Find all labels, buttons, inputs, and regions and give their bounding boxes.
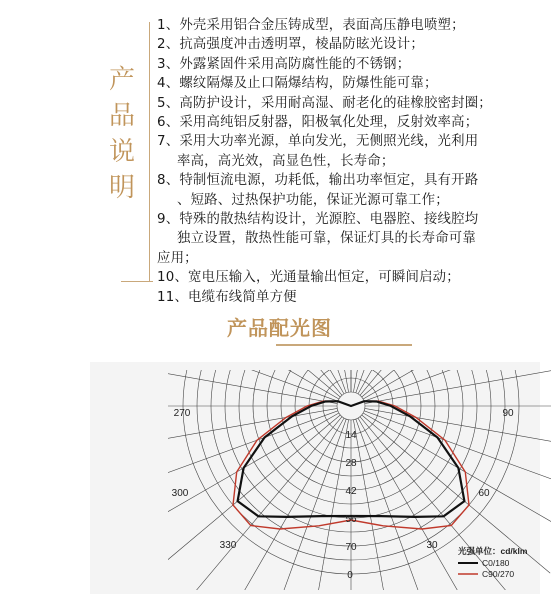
description-line [157, 113, 555, 132]
legend-title: 光强单位：cd/klm [458, 546, 528, 556]
item-number: 3、 [157, 56, 180, 72]
radial-label: 14 [345, 430, 357, 441]
item-text: 螺纹隔爆及止口隔爆结构，防爆性能可靠； [179, 76, 438, 92]
angle-label: 330 [219, 540, 237, 551]
polar-grid-spoke [262, 370, 346, 393]
polar-grid-spoke [168, 408, 337, 451]
item-number [157, 191, 177, 210]
polar-grid-spoke [365, 370, 551, 404]
item-text: 高防护设计，采用耐高湿、耐老化的硅橡胶密封圈； [179, 95, 492, 111]
item-text: 特殊的散热结构设计，光源腔、电器腔、接线腔均 [179, 212, 479, 228]
item-text: 独立设置，散热性能可靠，保证灯具的长寿命可靠 [177, 231, 476, 247]
item-number: 2、 [157, 37, 180, 53]
item-text: 抗高强度冲击透明罩，棱晶防眩光设计； [179, 37, 424, 53]
vertical-divider [149, 22, 150, 282]
side-title [104, 62, 140, 206]
polar-grid-spoke [306, 420, 349, 590]
description-line [157, 229, 555, 248]
item-number: 8、 [157, 173, 180, 189]
radial-label: 28 [345, 458, 357, 469]
description-line [157, 35, 555, 54]
item-text: 采用高纯铝反射器，阳极氧化处理，反射效率高； [179, 115, 479, 131]
description-line [157, 55, 555, 74]
radial-label: 70 [345, 542, 357, 553]
angle-label: 30 [426, 540, 438, 551]
item-text: 应用； [157, 250, 198, 266]
item-text: 外壳采用铝合金压铸成型，表面高压静电喷塑； [179, 18, 465, 33]
item-number: 1、 [157, 18, 180, 33]
polar-grid-spoke [168, 413, 339, 536]
item-number: 6、 [157, 115, 180, 131]
item-number [157, 229, 177, 248]
item-text: 采用大功率光源，单向发光，无侧照光线，光利用 [179, 134, 479, 150]
description-line [157, 210, 555, 229]
description-line [157, 94, 555, 113]
item-number: 4、 [157, 76, 180, 92]
item-number: 11、 [157, 289, 189, 305]
item-text: 宽电压输入，光通量输出恒定，可瞬间启动； [188, 270, 460, 286]
angle-label: 0 [347, 570, 353, 581]
description-line [157, 171, 555, 190]
angle-label: 60 [478, 488, 490, 499]
item-number [157, 152, 177, 171]
description-line [157, 191, 555, 210]
item-number: 5、 [157, 95, 180, 111]
item-number: 10、 [157, 270, 189, 286]
polar-grid-spoke [364, 411, 551, 495]
legend-entry: C0/180 [482, 558, 510, 568]
polar-grid-spoke [353, 420, 396, 590]
item-text: 特制恒流电源，功耗低，输出功率恒定，具有开路 [179, 173, 479, 189]
polar-grid-spoke [168, 370, 337, 404]
item-number: 7、 [157, 134, 180, 150]
item-text: 外露紧固件采用高防腐性能的不锈钢； [179, 56, 411, 72]
description-line [157, 74, 555, 93]
polar-grid-spoke [358, 418, 481, 590]
description-line [157, 268, 555, 287]
description-line [157, 16, 555, 35]
item-number: 9、 [157, 212, 180, 228]
polar-grid-spoke [184, 417, 342, 590]
description-line [157, 288, 555, 307]
angle-label: 270 [173, 408, 191, 419]
item-text: 电缆布线简单方便 [188, 289, 297, 305]
description-line [157, 132, 555, 151]
polar-grid-group [168, 370, 551, 590]
polar-light-distribution-diagram [168, 370, 551, 590]
polar-grid-spoke [168, 370, 338, 401]
side-title-char: 明 [108, 173, 135, 203]
side-title-char: 产 [108, 65, 135, 95]
polar-grid-spoke [221, 418, 344, 590]
radial-label: 42 [345, 486, 357, 497]
description-line [157, 152, 555, 171]
polar-grid-spoke [356, 370, 440, 393]
polar-grid-spoke [168, 415, 340, 573]
horizontal-divider [121, 281, 153, 282]
radial-label: 56 [345, 514, 357, 525]
product-description-list [157, 16, 555, 307]
section-title: 产品配光图 [227, 316, 332, 340]
angle-label: 300 [171, 488, 189, 499]
legend-entry: C90/270 [482, 569, 515, 579]
item-text: 、短路、过热保护功能，保证光源可靠工作； [177, 192, 449, 208]
angle-label: 90 [502, 408, 514, 419]
section-title-underline [276, 344, 412, 346]
item-text: 率高，高光效，高显色性，长寿命； [177, 153, 395, 169]
side-title-char: 说 [108, 137, 135, 167]
side-title-char: 品 [108, 101, 135, 131]
description-line [157, 249, 555, 268]
